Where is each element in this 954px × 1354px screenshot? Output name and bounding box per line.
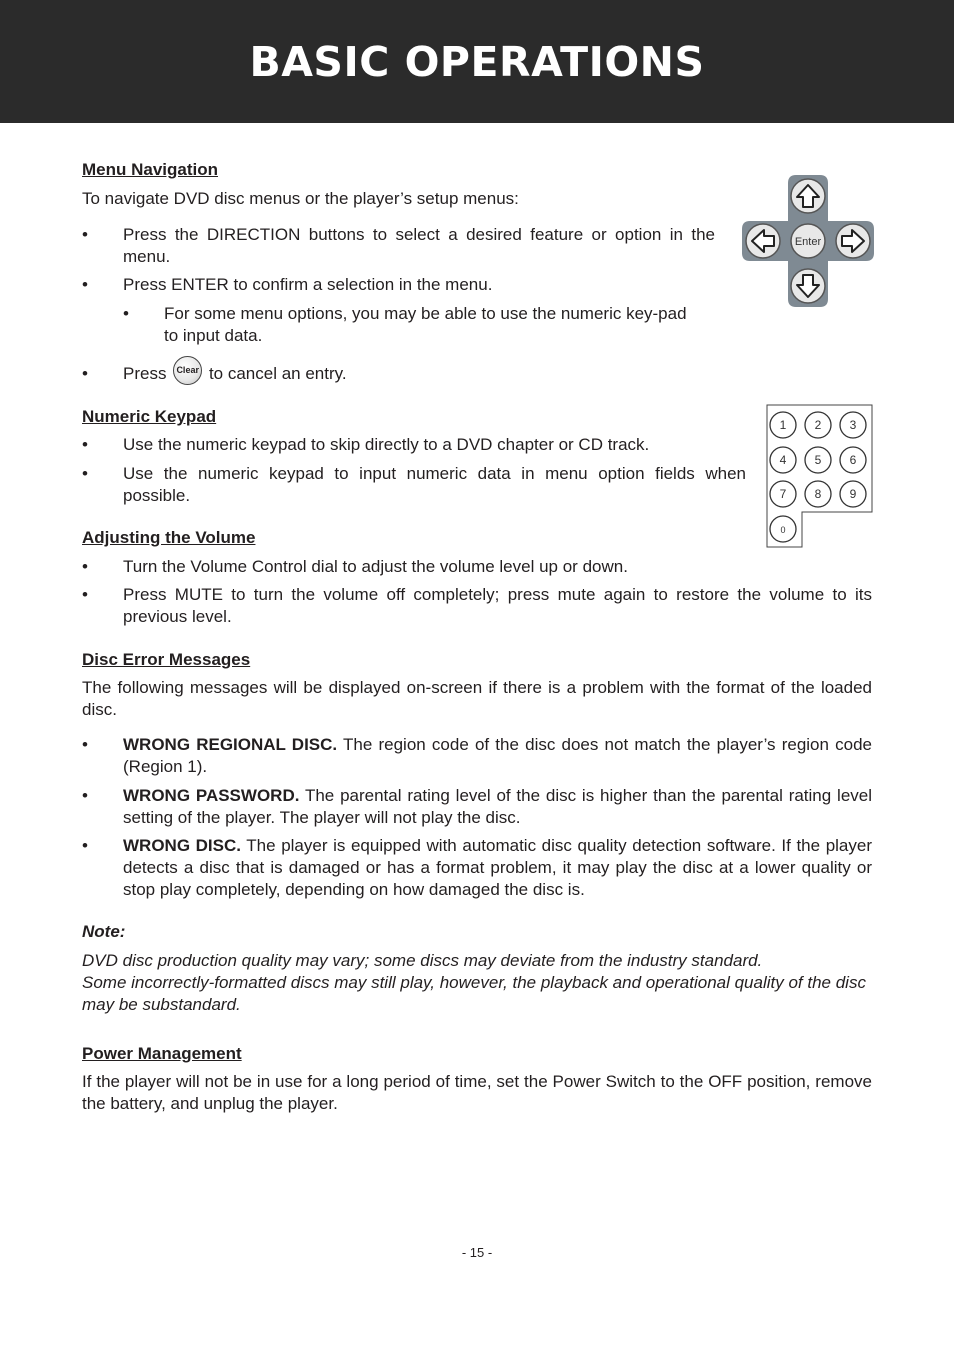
list-item-text: Press the DIRECTION buttons to select a desired feature or option in the menu.	[123, 225, 715, 266]
header-banner	[0, 0, 954, 123]
keypad-key-label: 4	[779, 453, 787, 467]
bullet: •	[82, 364, 88, 383]
bullet: •	[82, 275, 88, 294]
menu-navigation-heading: Menu Navigation	[82, 160, 219, 179]
keypad-key-label: 0	[780, 525, 786, 535]
note-heading: Note:	[82, 922, 126, 941]
page-title: BASIC OPERATIONS	[249, 38, 705, 86]
error-term: WRONG DISC.	[123, 836, 241, 855]
numeric-keypad-icon	[766, 404, 874, 548]
volume-heading: Adjusting the Volume	[82, 528, 256, 547]
disc-errors-heading: Disc Error Messages	[82, 650, 251, 669]
list-item-text: Turn the Volume Control dial to adjust the volume level up or down.	[123, 557, 628, 576]
keypad-key-label: 7	[779, 487, 787, 501]
keypad-key-label: 6	[849, 453, 857, 467]
list-item-text: Use the numeric keypad to input numeric data in menu option fields when possible.	[123, 464, 746, 505]
power-text: If the player will not be in use for a long period of time, set the Power Switch to the OFF position, remove the battery, and unplug the player.	[82, 1072, 872, 1113]
error-description: The parental rating level of the disc is higher than the parental rating level setting of the player. The player will not play the disc.	[123, 786, 872, 827]
keypad-key-label: 2	[814, 418, 822, 432]
list-item-text: Use the numeric keypad to skip directly to a DVD chapter or CD track.	[123, 435, 650, 454]
bullet: •	[123, 304, 129, 323]
error-description: The player is equipped with automatic disc quality detection software. If the player detects a disc that is damaged or has a format problem, it may play the disc at a lower quality or stop play completely, depending on how damaged the disc is.	[123, 836, 872, 899]
error-description: The region code of the disc does not match the player’s region code (Region 1).	[123, 735, 872, 776]
enter-label: Enter	[794, 236, 822, 248]
clear-button-icon: Clear	[173, 356, 202, 385]
bullet: •	[82, 836, 88, 855]
keypad-key-label: 8	[814, 487, 822, 501]
list-item-text	[123, 363, 723, 397]
cancel-text: to cancel an entry.	[208, 364, 347, 383]
error-term: WRONG REGIONAL DISC.	[123, 735, 338, 754]
note-body	[82, 950, 882, 1016]
disc-errors-intro: The following messages will be displayed on-screen if there is a problem with the format of the loaded disc.	[82, 678, 872, 719]
list-item-text: For some menu options, you may be able to use the numeric key-pad to input data.	[164, 304, 687, 345]
keypad-key-label: 1	[779, 418, 787, 432]
bullet: •	[82, 786, 88, 805]
note-line-2: Some incorrectly-formatted discs may still play, however, the playback and operational quality of the disc may be substandard.	[82, 973, 866, 1014]
list-item-text: Press ENTER to confirm a selection in the menu.	[123, 275, 493, 294]
keypad-key-label: 9	[849, 487, 857, 501]
bullet: •	[82, 585, 88, 604]
keypad-key-label: 3	[849, 418, 857, 432]
error-term: WRONG PASSWORD.	[123, 786, 300, 805]
list-item-text	[123, 785, 872, 829]
page-number: - 15 -	[461, 1245, 493, 1260]
menu-navigation-intro: To navigate DVD disc menus or the player’s setup menus:	[82, 189, 519, 208]
list-item-text	[123, 835, 872, 901]
direction-pad-icon	[742, 175, 874, 307]
bullet: •	[82, 225, 88, 244]
bullet: •	[82, 735, 88, 754]
note-line-1: DVD disc production quality may vary; some discs may deviate from the industry standard.	[82, 951, 763, 970]
keypad-key-label: 5	[814, 453, 822, 467]
bullet: •	[82, 435, 88, 454]
numeric-keypad-heading: Numeric Keypad	[82, 407, 217, 426]
bullet: •	[82, 557, 88, 576]
list-item-text: Press MUTE to turn the volume off completely; press mute again to restore the volume to its previous level.	[123, 585, 872, 626]
power-heading: Power Management	[82, 1044, 242, 1063]
list-item-text	[123, 734, 872, 778]
press-text: Press	[123, 364, 167, 383]
bullet: •	[82, 464, 88, 483]
